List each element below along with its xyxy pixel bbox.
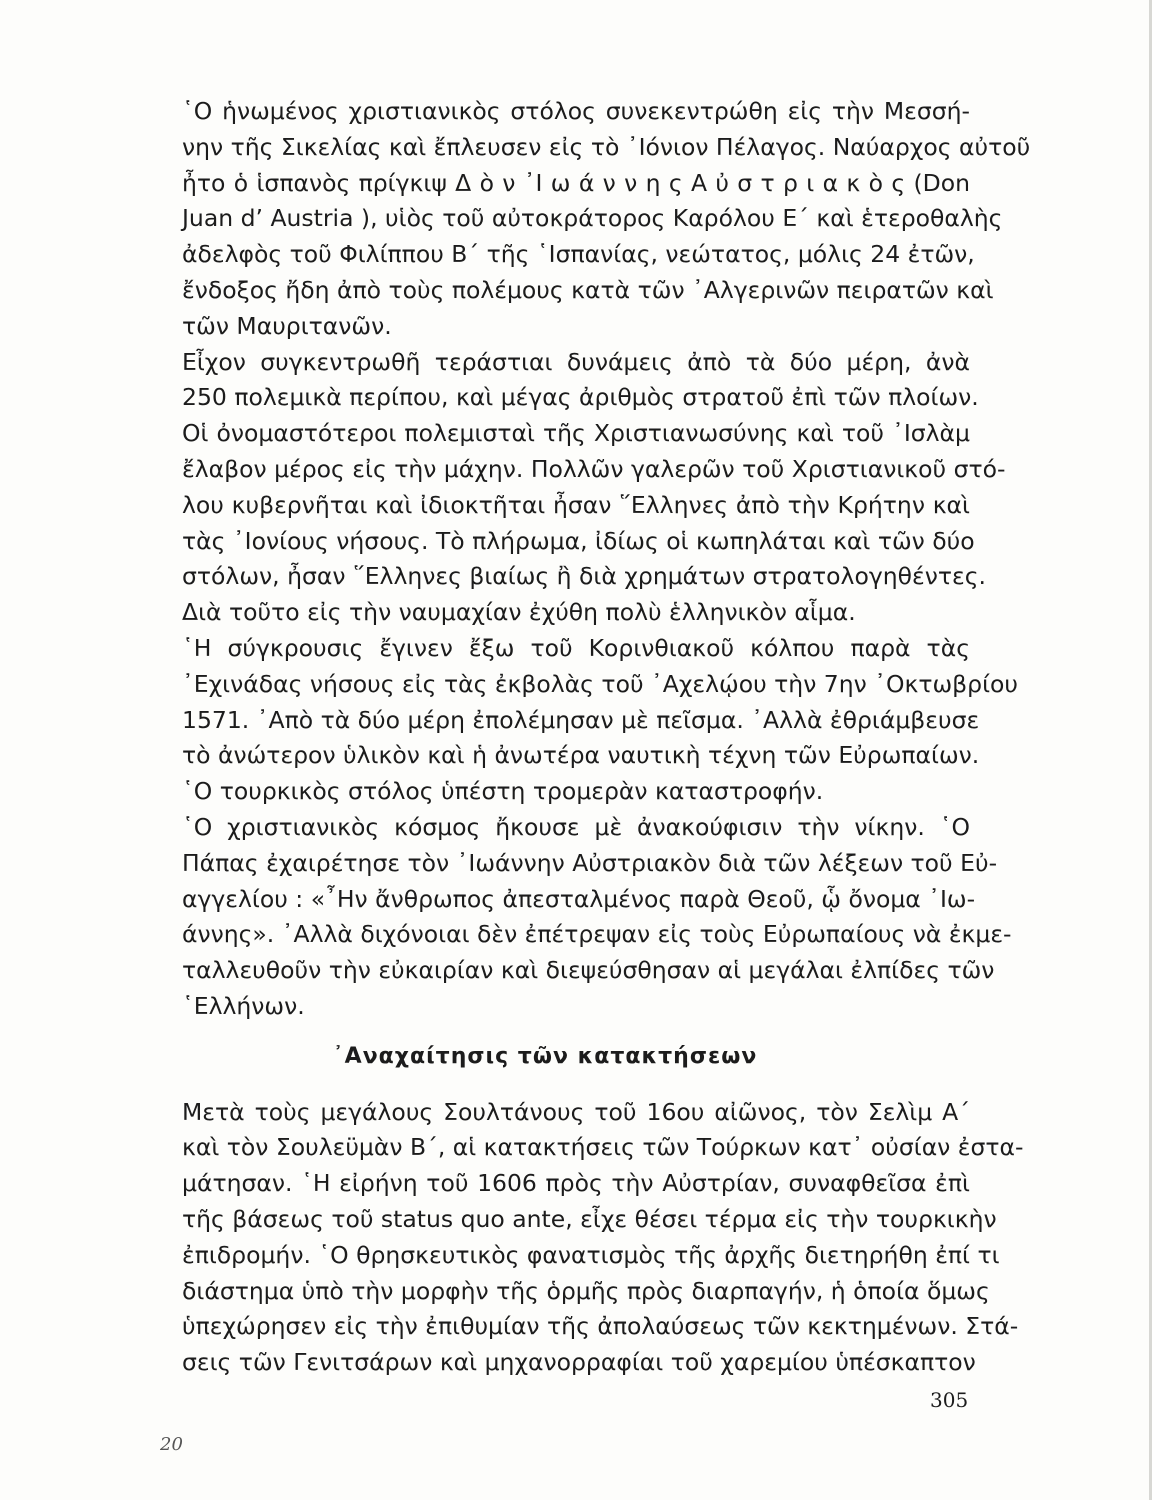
body-text (120, 94, 1031, 1381)
text-line: ῾Ο χριστιανικὸς κόσμος ἤκουσε μὲ ἀνακούφισιν τὴν νίκην. ῾Ο (182, 812, 970, 841)
text-line: Μετὰ τοὺς μεγάλους Σουλτάνους τοῦ 16ου αἰῶνος, τὸν Σελὶμ Α΄ (182, 1097, 970, 1126)
text-line: ῾Ελλήνων. (182, 991, 305, 1020)
text-line: τῆς βάσεως τοῦ status quo ante, εἶχε θέσει τέρμα εἰς τὴν τουρκικὴν (182, 1204, 997, 1233)
paragraph-2 (120, 345, 1006, 631)
text-line: ῾Ο τουρκικὸς στόλος ὑπέστη τρομερὰν καταστροφήν. (182, 777, 824, 806)
section-heading: ᾿Αναχαίτησις τῶν κατακτήσεων (332, 1043, 758, 1069)
text-line: στόλων, ἦσαν ῞Ελληνες βιαίως ἢ διὰ χρημάτων στρατολογηθέντες. (182, 562, 986, 591)
text-line: ἀδελφὸς τοῦ Φιλίππου Β΄ τῆς ῾Ισπανίας, νεώτατος, μόλις 24 ἐτῶν, (182, 240, 975, 269)
paragraph-4 (120, 810, 1012, 1025)
text-line: Διὰ τοῦτο εἰς τὴν ναυμαχίαν ἐχύθη πολὺ ἑλληνικὸν αἷμα. (182, 598, 856, 627)
paragraph-3 (120, 631, 1019, 810)
text-line: ῾Ο ἡνωμένος χριστιανικὸς στόλος συνεκεντρώθη εἰς τὴν Μεσσή- (182, 97, 970, 125)
text-line: Οἱ ὀνομαστότεροι πολεμισταὶ τῆς Χριστιανωσύνης καὶ τοῦ ᾿Ισλὰμ (182, 419, 970, 448)
text-line: ταλλευθοῦν τὴν εὐκαιρίαν καὶ διεψεύσθησαν αἱ μεγάλαι ἐλπίδες τῶν (182, 956, 995, 985)
text-line: νην τῆς Σικελίας καὶ ἔπλευσεν εἰς τὸ ᾿Ιόνιον Πέλαγος. Ναύαρχος αὐτοῦ (182, 132, 1031, 161)
signature-mark: 20 (160, 1434, 183, 1455)
text-line: ὑπεχώρησεν εἰς τὴν ἐπιθυμίαν τῆς ἀπολαύσεως τῶν κεκτημένων. Στά- (182, 1312, 1019, 1341)
text-line: αγγελίου : «῏Ην ἄνθρωπος ἀπεσταλμένος παρὰ Θεοῦ, ᾧ ὄνομα ᾿Ιω- (182, 884, 976, 913)
text-line: μάτησαν. ῾Η εἰρήνη τοῦ 1606 πρὸς τὴν Αὐστρίαν, συναφθεῖσα ἐπὶ (182, 1169, 970, 1198)
text-line: Πάπας ἐχαιρέτησε τὸν ᾿Ιωάννην Αὐστριακὸν διὰ τῶν λέξεων τοῦ Εὐ- (182, 848, 998, 877)
text-line: ἐπιδρομήν. ῾Ο θρησκευτικὸς φανατισμὸς τῆς ἀρχῆς διετηρήθη ἐπί τι (182, 1240, 1000, 1269)
text-line: διάστημα ὑπὸ τὴν μορφὴν τῆς ὁρμῆς πρὸς διαρπαγήν, ἡ ὁποία ὅμως (182, 1276, 990, 1305)
text-line: ῾Η σύγκρουσις ἔγινεν ἔξω τοῦ Κορινθιακοῦ κόλπου παρὰ τὰς (182, 633, 970, 662)
text-line: άννης». ᾿Αλλὰ διχόνοιαι δὲν ἐπέτρεψαν εἰς τοὺς Εὐρωπαίους νὰ ἐκμε- (182, 920, 1012, 949)
text-line: ἦτο ὁ ἱσπανὸς πρίγκιψ Δ ὸ ν ᾿Ι ω ά ν ν η ς Α ὐ σ τ ρ ι α κ ὸ ς (Don (182, 168, 970, 197)
text-line: 1571. ᾿Απὸ τὰ δύο μέρη ἐπολέμησαν μὲ πεῖσμα. ᾿Αλλὰ ἐθριάμβευσε (182, 705, 980, 734)
text-line: ᾿Εχινάδας νήσους εἰς τὰς ἐκβολὰς τοῦ ᾿Αχελῴου τὴν 7ην ᾿Οκτωβρίου (182, 669, 1019, 698)
text-line: ἔλαβον μέρος εἰς τὴν μάχην. Πολλῶν γαλερῶν τοῦ Χριστιανικοῦ στό- (182, 454, 1006, 483)
paragraph-5 (120, 1095, 1024, 1381)
text-line: 250 πολεμικὰ περίπου, καὶ μέγας ἀριθμὸς στρατοῦ ἐπὶ τῶν πλοίων. (182, 383, 979, 412)
text-line: σεις τῶν Γενιτσάρων καὶ μηχανορραφίαι τοῦ χαρεμίου ὑπέσκαπτον (182, 1348, 976, 1377)
text-line: τὰς ᾿Ιονίους νήσους. Τὸ πλήρωμα, ἰδίως οἱ κωπηλάται καὶ τῶν δύο (182, 526, 975, 555)
page-number: 305 (930, 1388, 969, 1412)
paragraph-1 (120, 94, 1031, 345)
text-line: Juan d’ Austria ), υἱὸς τοῦ αὐτοκράτορος Καρόλου Ε΄ καὶ ἑτεροθαλὴς (182, 204, 1003, 233)
text-line: τῶν Μαυριτανῶν. (182, 311, 392, 340)
text-line: τὸ ἀνώτερον ὑλικὸν καὶ ἡ ἀνωτέρα ναυτικὴ τέχνη τῶν Εὐρωπαίων. (182, 741, 980, 770)
text-line: λου κυβερνῆται καὶ ἰδιοκτῆται ἦσαν ῞Ελληνες ἀπὸ τὴν Κρήτην καὶ (182, 490, 970, 519)
text-line: καὶ τὸν Σουλεϋμὰν Β΄, αἱ κατακτήσεις τῶν Τούρκων κατ᾿ οὐσίαν ἐστα- (182, 1133, 1024, 1162)
text-line: Εἶχον συγκεντρωθῆ τεράστιαι δυνάμεις ἀπὸ τὰ δύο μέρη, ἀνὰ (182, 347, 970, 376)
text-line: ἔνδοξος ἤδη ἀπὸ τοὺς πολέμους κατὰ τῶν ᾿Αλγερινῶν πειρατῶν καὶ (182, 275, 994, 304)
